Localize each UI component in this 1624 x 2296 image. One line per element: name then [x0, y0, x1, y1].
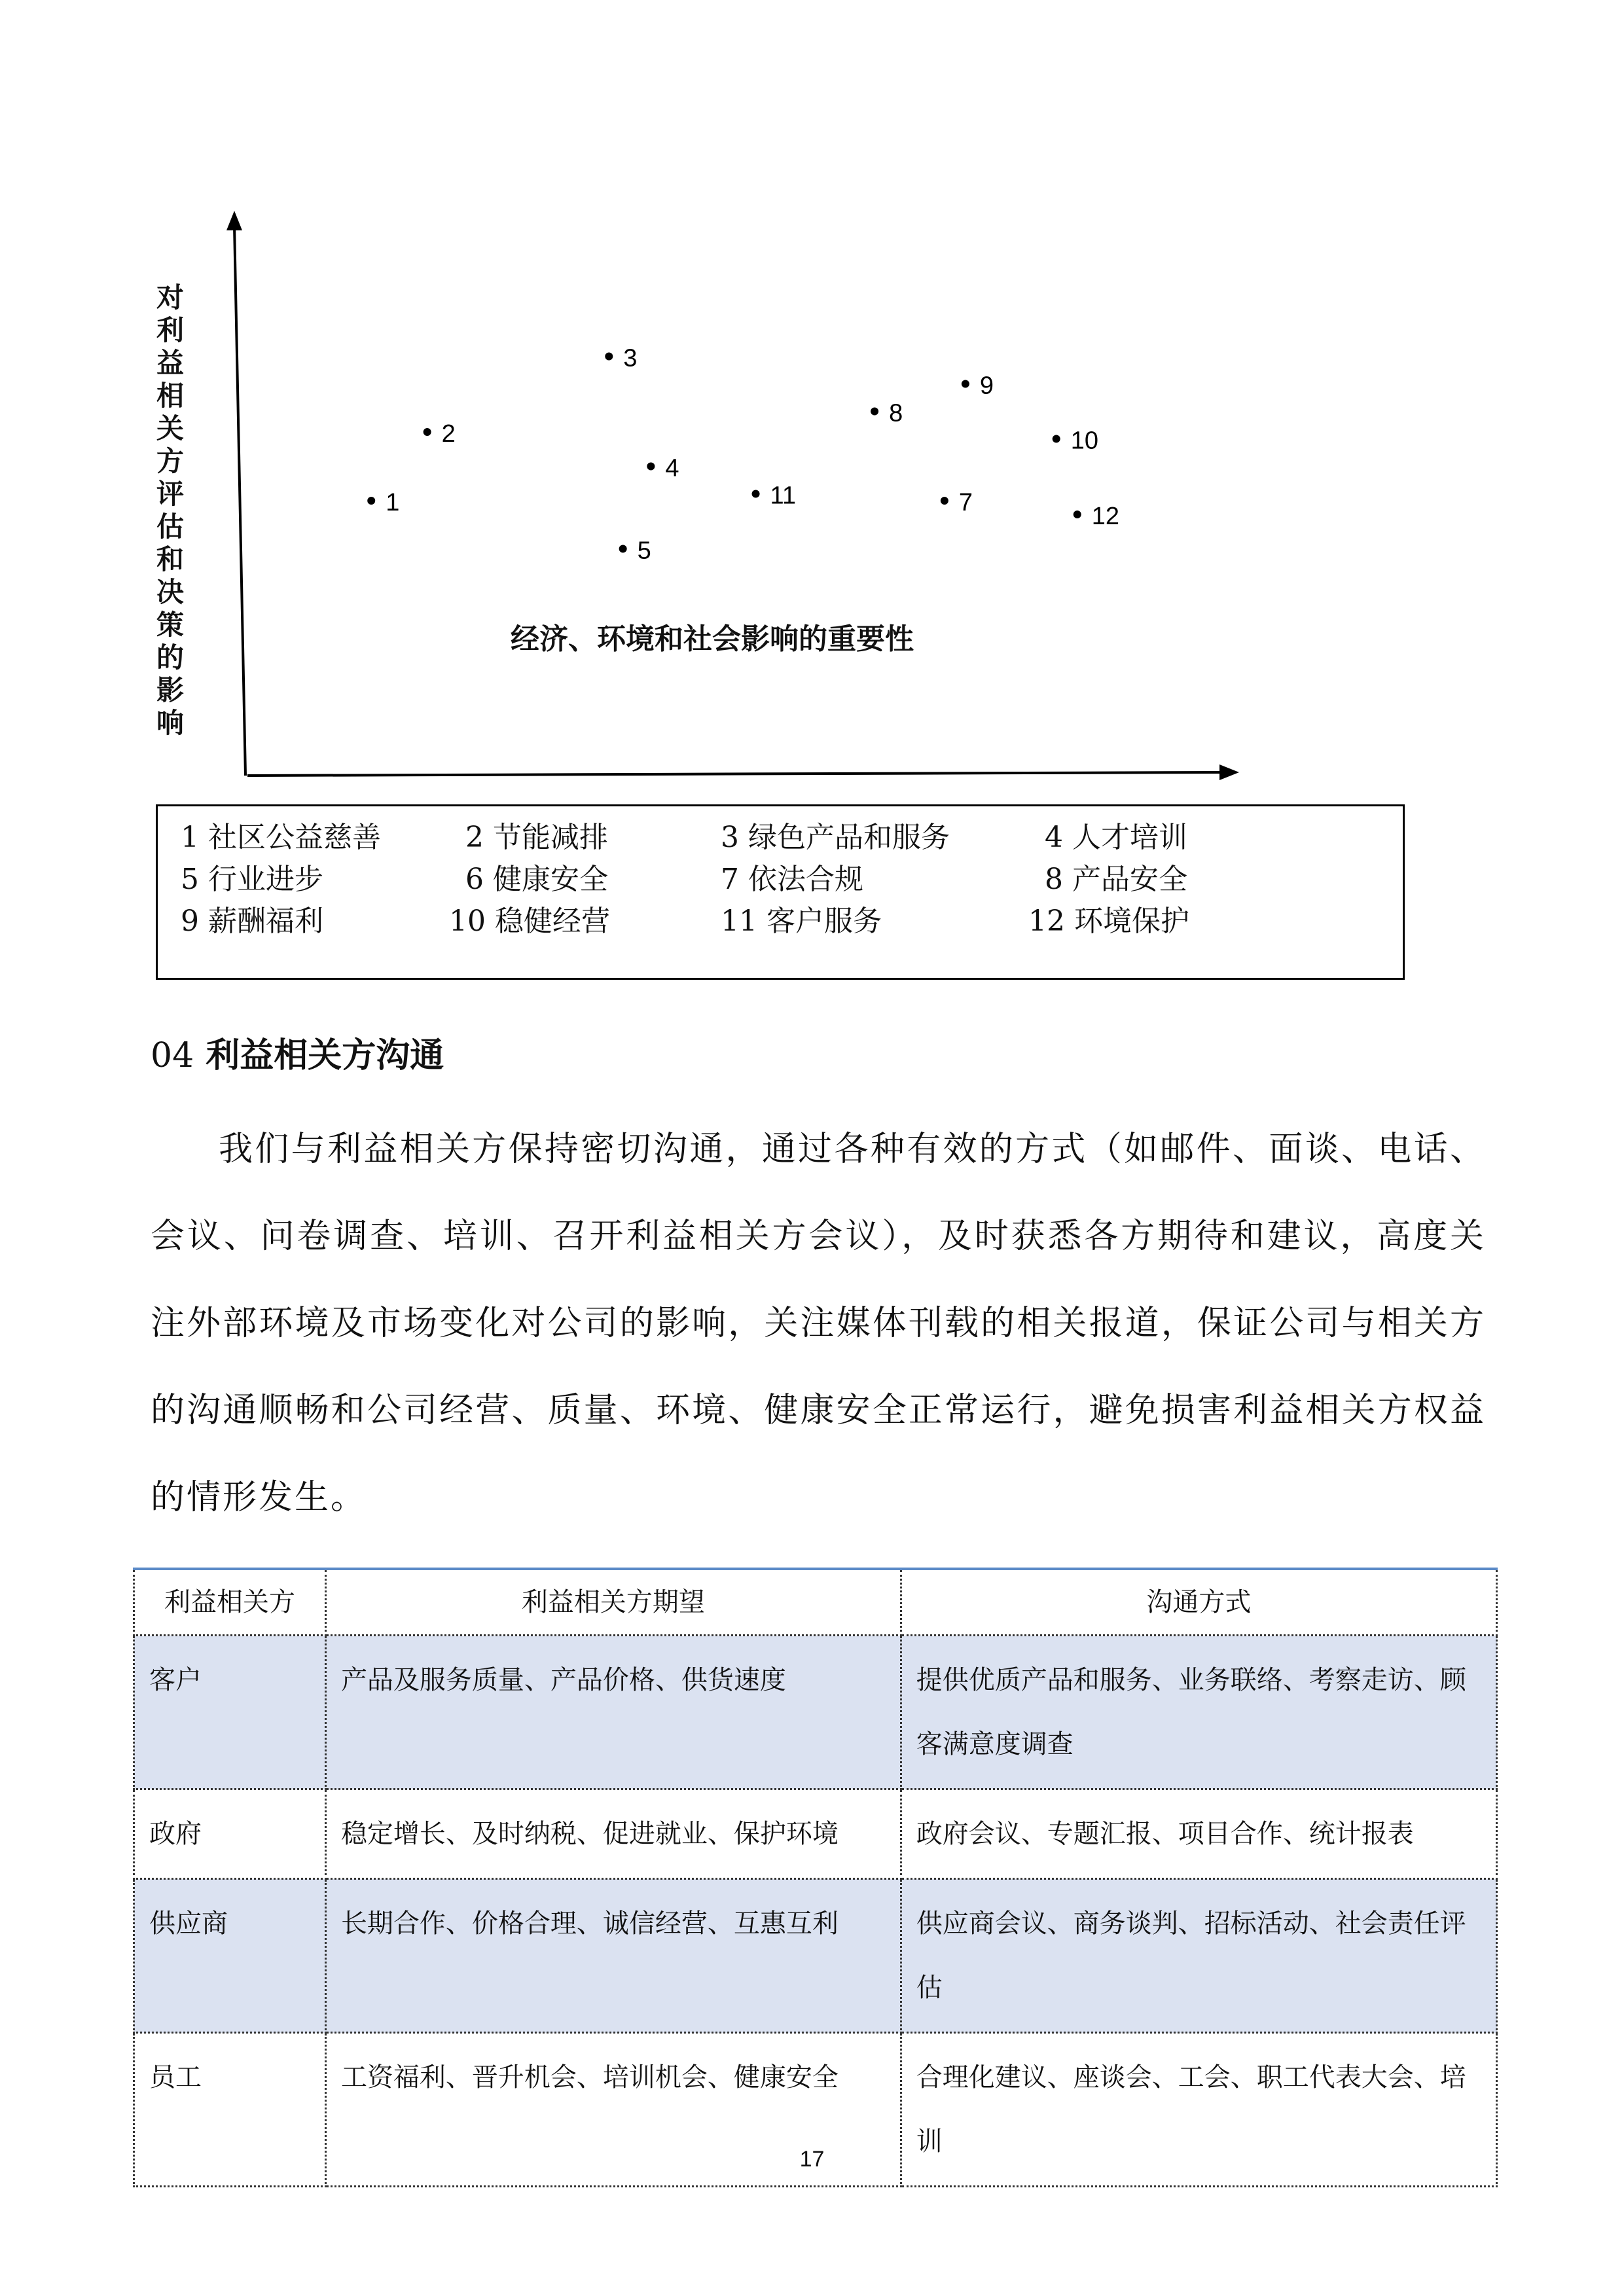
stakeholder-cell: 客户 [134, 1636, 326, 1789]
data-point-9 [962, 380, 969, 388]
materiality-matrix-chart [0, 0, 1624, 798]
header-communication: 沟通方式 [901, 1569, 1496, 1636]
legend-item: 1 社区公益慈善 [181, 821, 381, 854]
data-point-3 [605, 353, 613, 361]
y-axis-label: 对利益相关方评估和决策的影响 [156, 281, 184, 739]
legend-item: 10 稳健经营 [449, 905, 610, 938]
data-label-2: 2 [441, 420, 456, 448]
legend-item: 6 健康安全 [465, 863, 608, 896]
page-number: 17 [799, 2147, 825, 2172]
table-header-row [134, 1569, 1497, 1636]
data-point-2 [424, 428, 431, 436]
data-label-5: 5 [637, 537, 651, 565]
legend-item: 8 产品安全 [1045, 863, 1187, 896]
x-axis-label: 经济、环境和社会影响的重要性 [511, 622, 914, 656]
communication-cell: 提供优质产品和服务、业务联络、考察走访、顾客满意度调查 [901, 1636, 1496, 1789]
data-label-10: 10 [1070, 427, 1098, 455]
data-point-5 [619, 545, 627, 553]
section-heading [151, 1028, 444, 1077]
stakeholder-cell: 员工 [134, 2033, 326, 2187]
y-axis [226, 211, 245, 776]
data-point-7 [941, 497, 948, 505]
data-label-8: 8 [889, 399, 903, 427]
legend-item: 2 节能减排 [465, 821, 608, 854]
table-row [134, 1879, 1497, 2033]
legend-item: 12 环境保护 [1028, 905, 1189, 938]
stakeholder-table [133, 1568, 1498, 2187]
data-label-7: 7 [958, 489, 973, 516]
section-number: 04 [151, 1036, 194, 1075]
data-point-11 [752, 490, 760, 498]
header-stakeholder: 利益相关方 [134, 1569, 326, 1636]
stakeholder-cell: 政府 [134, 1789, 326, 1879]
table-row [134, 1789, 1497, 1879]
data-point-1 [367, 497, 375, 505]
data-label-3: 3 [623, 344, 638, 372]
expectation-cell: 工资福利、晋升机会、培训机会、健康安全 [325, 2033, 901, 2187]
header-expectation: 利益相关方期望 [325, 1569, 901, 1636]
legend-item: 7 依法合规 [721, 863, 863, 896]
communication-cell: 供应商会议、商务谈判、招标活动、社会责任评估 [901, 1879, 1496, 2033]
chart-legend [156, 804, 1405, 980]
stakeholder-cell: 供应商 [134, 1879, 326, 2033]
data-point-8 [871, 408, 878, 416]
expectation-cell: 稳定增长、及时纳税、促进就业、保护环境 [325, 1789, 901, 1879]
expectation-cell: 长期合作、价格合理、诚信经营、互惠互利 [325, 1879, 901, 2033]
legend-item: 4 人才培训 [1045, 821, 1187, 854]
legend-item: 11 客户服务 [721, 905, 882, 938]
data-label-9: 9 [979, 372, 994, 400]
communication-cell: 政府会议、专题汇报、项目合作、统计报表 [901, 1789, 1496, 1879]
data-label-11: 11 [770, 482, 796, 510]
communication-cell: 合理化建议、座谈会、工会、职工代表大会、培训 [901, 2033, 1496, 2187]
expectation-cell: 产品及服务质量、产品价格、供货速度 [325, 1636, 901, 1789]
legend-item: 3 绿色产品和服务 [721, 821, 950, 854]
section-paragraph: 我们与利益相关方保持密切沟通，通过各种有效的方式（如邮件、面谈、电话、会议、问卷调查、培训、召开利益相关方会议），及时获悉各方期待和建议，高度关注外部环境及市场变化对公司的影响，关注媒体刊载的相关报道，保证公司与相关方的沟通顺畅和公司经营、质量、环境、健康安全正常运行，避免损害利益相关方权益的情形发生。 [151, 1130, 1486, 1517]
legend-item: 9 薪酬福利 [181, 905, 323, 938]
data-label-12: 12 [1091, 503, 1120, 530]
data-label-1: 1 [386, 489, 400, 516]
section-title: 利益相关方沟通 [206, 1036, 444, 1075]
data-point-12 [1074, 511, 1081, 518]
data-point-10 [1053, 435, 1060, 443]
data-point-4 [647, 463, 655, 471]
data-label-4: 4 [665, 454, 679, 482]
table-row [134, 1636, 1497, 1789]
x-axis [247, 764, 1239, 780]
legend-item: 5 行业进步 [181, 863, 323, 896]
